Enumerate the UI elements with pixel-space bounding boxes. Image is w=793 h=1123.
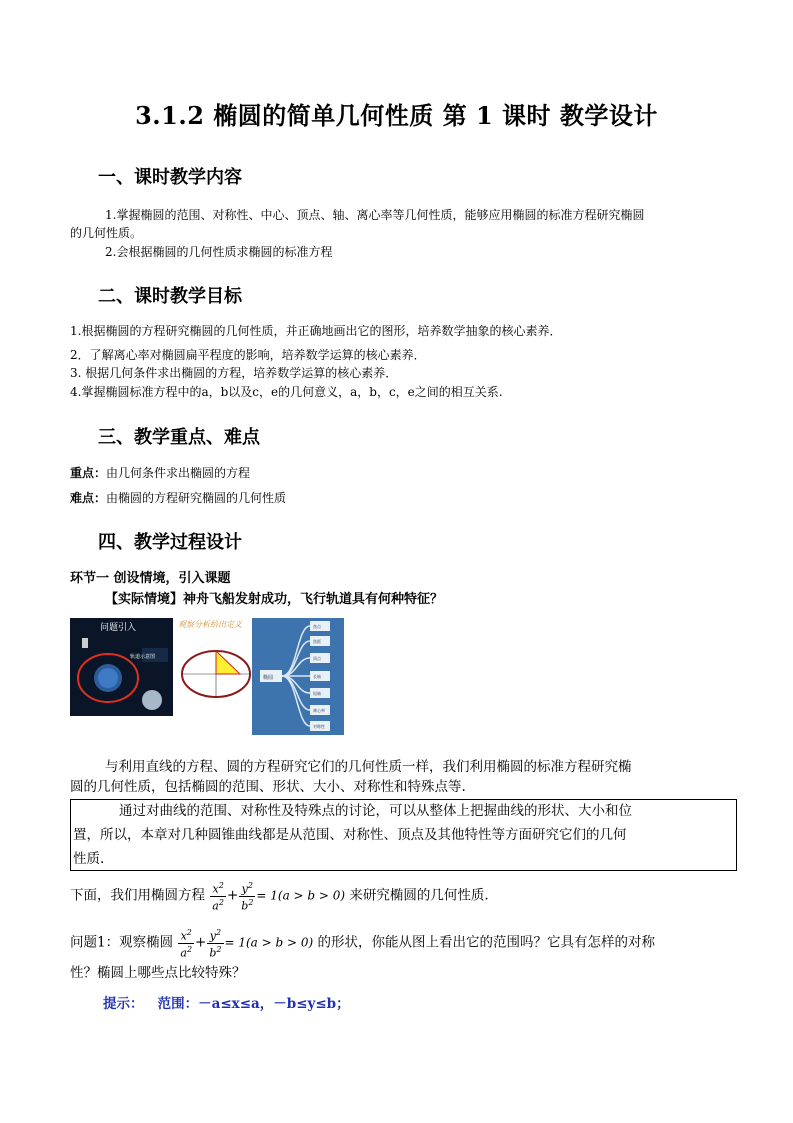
q1-equation-rhs: = 1(a > b > 0): [224, 935, 314, 950]
content-line-2: 的几何性质。: [70, 226, 143, 240]
eq-b: b: [241, 899, 249, 913]
q1-eq-b: b: [209, 946, 217, 960]
section-heading-process: 四、教学过程设计: [98, 532, 242, 553]
equation-rhs: = 1(a > b > 0): [256, 888, 346, 903]
box-line-1: 通过对曲线的范围、对称性及特殊点的讨论，可以从整体上把握曲线的形状、大小和位: [119, 803, 632, 819]
boxed-note: [70, 799, 737, 871]
question-1-intro: 问题1：观察椭圆: [70, 934, 174, 951]
step-1-heading: 环节一 创设情境，引入课题: [70, 571, 231, 586]
mindmap-item-3: 顶点: [313, 656, 321, 661]
goal-line-3: 3. 根据几何条件求出椭圆的方程，培养数学运算的核心素养．: [70, 366, 398, 380]
q1-exp-a: 2: [186, 944, 193, 954]
img2-label: 观察分析给出定义: [178, 620, 242, 629]
key-point-text: 由几何条件求出椭圆的方程: [106, 466, 251, 480]
q1-exp-x: 2: [186, 928, 192, 937]
q1-fraction-y: [207, 927, 223, 959]
content-line-3: 2.会根据椭圆的几何性质求椭圆的标准方程: [105, 245, 333, 259]
section-heading-keypoints: 三、教学重点、难点: [98, 427, 260, 448]
mindmap-item-7: 对称性: [313, 724, 325, 729]
goal-line-4: 4.掌握椭圆标准方程中的a，b以及c，e的几何意义，a，b，c，e之间的相互关系.: [70, 385, 503, 399]
question-1-text: 的形状，你能从图上看出它的范围吗？它具有怎样的对称: [317, 934, 656, 951]
q1-eq-x: x: [180, 929, 187, 943]
content-line-1: 1.掌握椭圆的范围、对称性、中心、顶点、轴、离心率等几何性质，能够应用椭圆的标准方程研究椭圆: [105, 208, 645, 222]
situation-text: 【实际情境】神舟飞船发射成功，飞行轨道具有何种特征？: [105, 592, 444, 607]
q1-exp-b: 2: [216, 944, 222, 954]
mindmap-image: [252, 618, 344, 735]
q1-eq-y: y: [209, 929, 216, 943]
eq-x: x: [212, 882, 219, 896]
equation-intro: 下面，我们用椭圆方程: [70, 887, 205, 904]
hint-label: 提示：: [103, 996, 144, 1012]
mindmap-item-6: 离心率: [313, 708, 325, 713]
img1-caption: 轨道示意图: [130, 654, 156, 660]
eq-exp-y: 2: [247, 881, 253, 890]
paragraph-line-1: 与利用直线的方程、圆的方程研究它们的几何性质一样，我们利用椭圆的标准方程研究椭: [105, 759, 632, 775]
goal-line-1: 1.根据椭圆的方程研究椭圆的几何性质，并正确地画出它的图形，培养数学抽象的核心素养．: [70, 324, 562, 338]
orbit-image: [70, 618, 173, 716]
paragraph-line-2: 圆的几何性质，包括椭圆的范围、形状、大小、对称性和特殊点等.: [70, 779, 466, 795]
eq-exp-a: 2: [218, 897, 224, 907]
equation-line: 下面，我们用椭圆方程 $\frac{x^2}{a^2}$ + $\frac{y^2}{b^2}$ = 1(a > b > 0) 来研究椭圆的几何性质.: [70, 881, 489, 913]
box-line-2: 置，所以，本章对几种圆锥曲线都是从范围、对称性、顶点及其他特性等方面研究它们的几何: [73, 827, 627, 843]
section-heading-content: 一、课时教学内容: [98, 167, 242, 188]
eq-y: y: [241, 882, 248, 896]
question-1-line-2: 性？椭圆上哪些点比较特殊？: [70, 965, 246, 981]
mindmap-item-4: 长轴: [313, 674, 321, 679]
q1-eq-a: a: [180, 946, 187, 960]
fraction-x: [210, 880, 226, 912]
key-point: [70, 464, 250, 482]
key-point-label: 重点：: [70, 466, 107, 480]
hint-line: [103, 995, 350, 1013]
difficult-point: [70, 489, 286, 507]
section-heading-goals: 二、课时教学目标: [98, 286, 242, 307]
img1-label: 问题引入: [100, 623, 137, 633]
equation-outro: 来研究椭圆的几何性质.: [349, 887, 489, 904]
mindmap-item-2: 焦距: [313, 639, 321, 644]
fraction-y: [239, 880, 255, 912]
difficult-point-text: 由椭圆的方程研究椭圆的几何性质: [106, 491, 287, 505]
difficult-point-label: 难点：: [70, 491, 107, 505]
hint-text: 范围：－a≤x≤a，－b≤y≤b；: [157, 996, 350, 1012]
mindmap-item-5: 短轴: [313, 691, 321, 696]
mindmap-center: 椭圆: [263, 675, 274, 681]
box-line-3: 性质.: [73, 851, 105, 867]
question-1: 问题1：观察椭圆 $\frac{x^2}{a^2}$ + $\frac{y^2}{b^2}$ = 1(a > b > 0) 的形状，你能从图上看出它的范围吗？它具有怎样的对称: [70, 928, 656, 960]
orbit-illustration: [70, 618, 173, 716]
goal-line-2: 2．了解离心率对椭圆扁平程度的影响，培养数学运算的核心素养．: [70, 348, 426, 362]
eq-a: a: [212, 899, 219, 913]
page-title: 3.1.2 椭圆的简单几何性质 第 1 课时 教学设计: [135, 101, 658, 130]
mindmap-diagram: [252, 618, 344, 735]
mindmap-item-1: 焦点: [313, 624, 321, 629]
eq-exp-x: 2: [218, 881, 224, 890]
q1-exp-y: 2: [215, 928, 222, 937]
q1-fraction-x: [178, 927, 194, 959]
eq-exp-b: 2: [248, 897, 254, 907]
